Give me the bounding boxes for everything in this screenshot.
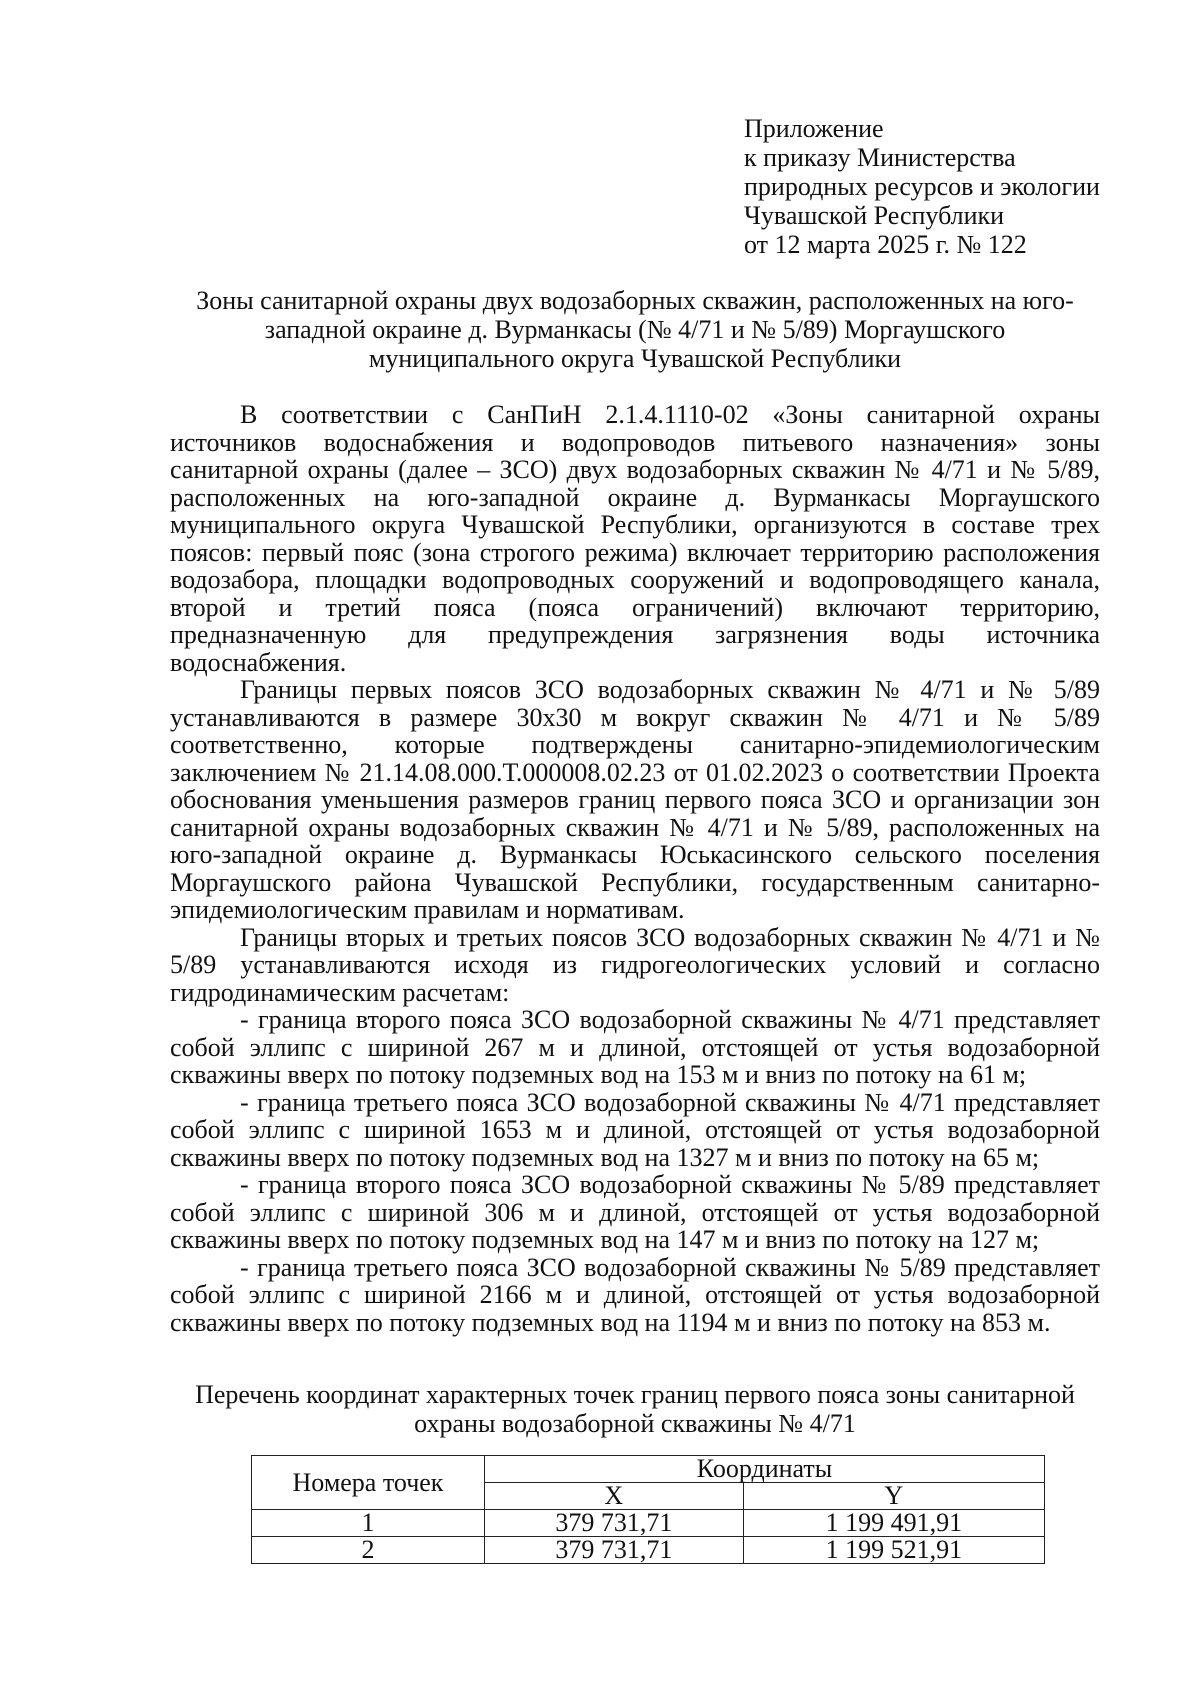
- appendix-line: к приказу Министерства: [744, 143, 1016, 172]
- point-number: 1: [252, 1510, 485, 1537]
- header-coordinates: Координаты: [485, 1456, 1045, 1483]
- document-title: [170, 286, 1100, 373]
- zone-bullet: - граница второго пояса ЗСО водозаборной скважины № 4/71 представляет собой эллипс с шириной 267 м и длиной, отстоящей от устья водозаборной скважины вверх по потоку подземных вод на 153 м и вниз по потоку на 61 м;: [170, 1005, 1100, 1089]
- list-title-line: Перечень координат характерных точек границ первого пояса зоны санитарной: [195, 1380, 1075, 1409]
- coord-y: 1 199 491,91: [743, 1510, 1044, 1537]
- title-line: Зоны санитарной охраны двух водозаборных скважин, расположенных на юго-: [196, 286, 1074, 315]
- table-header-row: [252, 1456, 1045, 1483]
- header-points: Номера точек: [252, 1456, 485, 1510]
- table-row: [252, 1510, 1045, 1537]
- body-paragraph: Границы вторых и третьих поясов ЗСО водозаборных скважин № 4/71 и № 5/89 устанавливаются исходя из гидрогеологических условий и согласно гидродинамическим расчетам:: [170, 922, 1100, 1007]
- coord-x: 379 731,71: [485, 1537, 744, 1564]
- title-line: муниципального округа Чувашской Республики: [368, 344, 902, 373]
- table-row: [252, 1537, 1045, 1564]
- zone-bullet: - граница третьего пояса ЗСО водозаборной скважины № 4/71 представляет собой эллипс с шириной 1653 м и длиной, отстоящей от устья водозаборной скважины вверх по потоку подземных вод на 1327 м и вниз по потоку на 65 м;: [170, 1087, 1100, 1172]
- appendix-line: Чувашской Республики: [744, 201, 1005, 230]
- coordinates-list-title: [170, 1380, 1100, 1438]
- list-title-line: охраны водозаборной скважины № 4/71: [414, 1409, 856, 1438]
- appendix-block: [744, 114, 1164, 259]
- zone-bullet: - граница третьего пояса ЗСО водозаборной скважины № 5/89 представляет собой эллипс с шириной 2166 м и длиной, отстоящей от устья водозаборной скважины вверх по потоку подземных вод на 1194 м и вниз по потоку на 853 м.: [170, 1252, 1100, 1337]
- zone-bullet: - граница второго пояса ЗСО водозаборной скважины № 5/89 представляет собой эллипс с шириной 306 м и длиной, отстоящей от устья водозаборной скважины вверх по потоку подземных вод на 147 м и вниз по потоку на 127 м;: [170, 1170, 1100, 1254]
- coord-y: 1 199 521,91: [743, 1537, 1044, 1564]
- header-x: X: [485, 1483, 744, 1510]
- body-paragraph: В соответствии с СанПиН 2.1.4.1110-02 «Зоны санитарной охраны источников водоснабжения и водопроводов питьевого назначения» зоны санитарной охраны (далее – ЗСО) двух водозаборных скважин № 4/71 и № 5/89, расположенных на юго-западной окраине д. Вурманкасы Моргаушского муниципального округа Чувашской Республики, организуются в составе трех поясов: первый пояс (зона строгого режима) включает территорию расположения водозабора, площадки водопроводных сооружений и водопроводящего канала, второй и третий пояса (пояса ограничений) включают территорию, предназначенную для предупреждения загрязнения воды источника водоснабжения.: [170, 400, 1100, 677]
- coordinates-table: [251, 1455, 1045, 1564]
- appendix-line: природных ресурсов и экологии: [744, 172, 1100, 201]
- header-y: Y: [743, 1483, 1044, 1510]
- point-number: 2: [252, 1537, 485, 1564]
- appendix-line: Приложение: [744, 114, 884, 143]
- coord-x: 379 731,71: [485, 1510, 744, 1537]
- appendix-line: от 12 марта 2025 г. № 122: [744, 230, 1027, 259]
- body-paragraph: Границы первых поясов ЗСО водозаборных скважин № 4/71 и № 5/89 устанавливаются в размере 30х30 м вокруг скважин № 4/71 и № 5/89 соответственно, которые подтверждены санитарно-эпидемиологическим заключением № 21.14.08.000.Т.000008.02.23 от 01.02.2023 о соответствии Проекта обоснования уменьшения размеров границ первого пояса ЗСО и организации зон санитарной охраны водозаборных скважин № 4/71 и № 5/89, расположенных на юго-западной окраине д. Вурманкасы Юськасинского сельского поселения Моргаушского района Чувашской Республики, государственным санитарно-эпидемиологическим правилам и нормативам.: [170, 675, 1100, 924]
- title-line: западной окраине д. Вурманкасы (№ 4/71 и № 5/89) Моргаушского: [264, 315, 1006, 344]
- document-body: [170, 401, 1100, 1336]
